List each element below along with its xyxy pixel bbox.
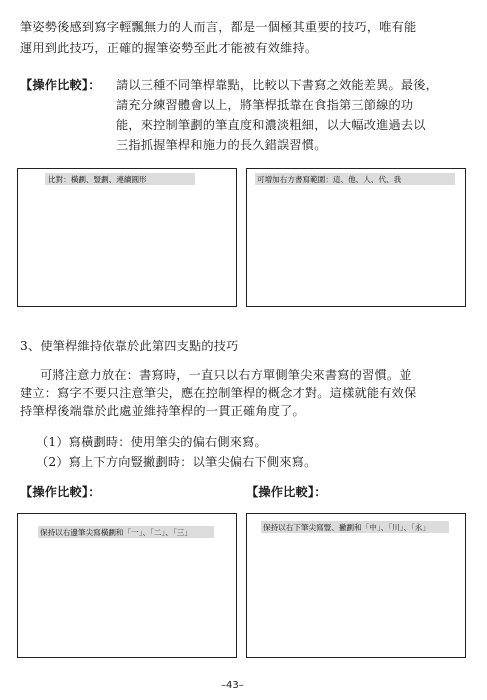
op-compare-line-3: 能，來控制筆劃的筆直度和濃淡粗細，以大幅改進過去以 (116, 118, 426, 132)
practice-box-label: 可增加右方書寫範圍：這、他、人、代、我 (257, 175, 402, 184)
section-para-line-3: 持筆桿後端靠於此處並維持筆桿的一貫正確角度了。 (20, 404, 305, 418)
section-heading: 3、使筆桿維持依靠於此第四支點的技巧 (20, 339, 239, 353)
practice-box-characters[interactable] (246, 168, 466, 307)
list-item-2: （2）寫上下方向豎撇劃時：以筆尖偏右下側來寫。 (36, 455, 317, 469)
page-number: –43– (221, 680, 244, 691)
practice-box-label: 比對：橫劃、豎劃、連續圓形 (48, 175, 147, 184)
section-para-line-1: 可將注意力放在：書寫時，一直只以右方單側筆尖來書寫的習慣。並 (40, 368, 412, 382)
list-item-1: （1）寫橫劃時：使用筆尖的偏右側來寫。 (36, 435, 267, 449)
op-compare-line-1: 請以三種不同筆桿靠點，比較以下書寫之效能差異。最後， (116, 78, 439, 92)
practice-box-horizontal[interactable] (17, 513, 237, 658)
practice-box-strokes[interactable] (17, 168, 237, 307)
intro-line-1: 筆姿勢後感到寫字輕飄無力的人而言，都是一個極其重要的技巧，唯有能 (20, 20, 417, 34)
op-compare-label-right: 【操作比較】： (246, 485, 327, 499)
op-compare-line-2: 請充分練習體會以上，將筆桿抵靠在食指第三節線的功 (116, 98, 414, 112)
op-compare-label-left: 【操作比較】： (20, 485, 101, 499)
intro-line-2: 運用到此技巧，正確的握筆姿勢至此才能被有效維持。 (20, 41, 318, 55)
op-compare-line-4: 三指抓握筆桿和施力的長久錯誤習慣。 (116, 138, 327, 152)
op-compare-label: 【操作比較】： (20, 78, 101, 92)
section-para-line-2: 建立：寫字不要只注意筆尖，應在控制筆桿的概念才對。這樣就能有效保 (20, 386, 417, 400)
practice-box-label: 保持以右邊筆尖寫橫劃和「一」、「二」、「三」 (40, 528, 192, 537)
practice-box-label: 保持以右下筆尖寫豎、撇劃和「中」、「川」、「永」 (263, 523, 431, 532)
practice-box-vertical[interactable] (246, 513, 466, 658)
